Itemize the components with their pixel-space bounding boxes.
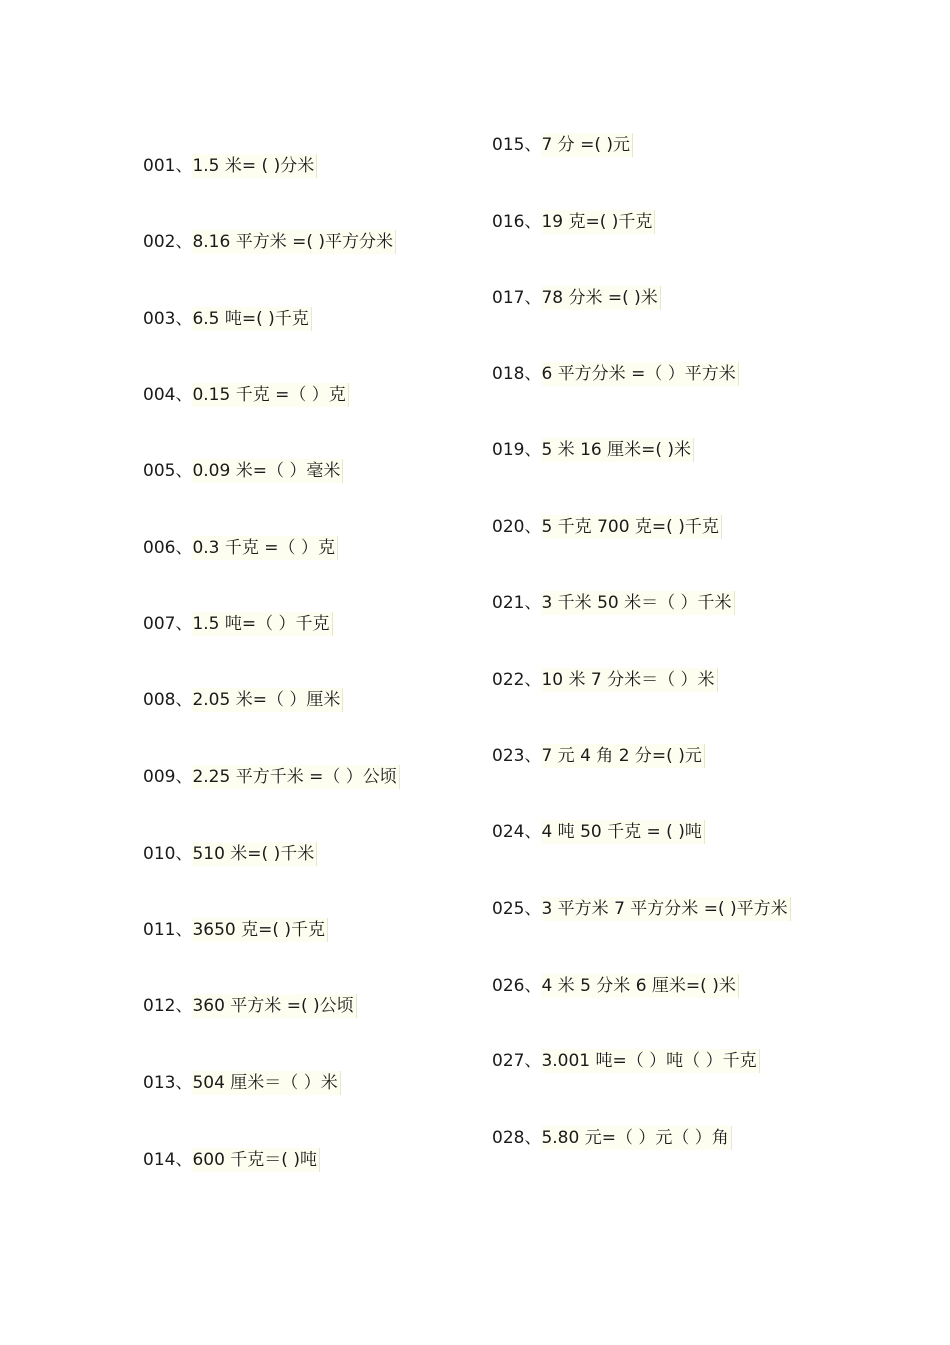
question-text: 3 千米 50 米＝（ ）千米 bbox=[541, 591, 734, 615]
question-025 bbox=[492, 897, 791, 921]
question-number: 008、 bbox=[143, 690, 193, 710]
question-text: 0.09 米=（ ）毫米 bbox=[192, 459, 343, 483]
question-number: 024、 bbox=[492, 822, 542, 842]
question-028 bbox=[492, 1126, 732, 1150]
question-text: 6 平方分米 =（ ）平方米 bbox=[541, 362, 738, 386]
question-number: 015、 bbox=[492, 135, 542, 155]
question-number: 006、 bbox=[143, 538, 193, 558]
question-text: 1.5 吨=（ ）千克 bbox=[192, 612, 332, 636]
question-text: 2.05 米=（ ）厘米 bbox=[192, 688, 343, 712]
question-number: 010、 bbox=[143, 844, 193, 864]
question-number: 016、 bbox=[492, 212, 542, 232]
question-number: 012、 bbox=[143, 996, 193, 1016]
question-010 bbox=[143, 842, 317, 866]
question-015 bbox=[492, 133, 633, 157]
question-020 bbox=[492, 515, 722, 539]
question-number: 020、 bbox=[492, 517, 542, 537]
question-number: 026、 bbox=[492, 976, 542, 996]
question-002 bbox=[143, 230, 396, 254]
question-016 bbox=[492, 210, 655, 234]
question-number: 002、 bbox=[143, 232, 193, 252]
question-text: 1.5 米= ( )分米 bbox=[192, 154, 317, 178]
question-009 bbox=[143, 765, 400, 789]
question-text: 8.16 平方米 =( )平方分米 bbox=[192, 230, 396, 254]
question-number: 025、 bbox=[492, 899, 542, 919]
question-022 bbox=[492, 668, 718, 692]
question-text: 0.3 千克 =（ ）克 bbox=[192, 536, 338, 560]
question-number: 021、 bbox=[492, 593, 542, 613]
question-text: 3.001 吨=（ ）吨（ ）千克 bbox=[541, 1049, 759, 1073]
question-number: 005、 bbox=[143, 461, 193, 481]
question-text: 19 克=( )千克 bbox=[541, 210, 655, 234]
question-013 bbox=[143, 1071, 341, 1095]
question-text: 7 元 4 角 2 分=( )元 bbox=[541, 744, 704, 768]
question-text: 3650 克=( )千克 bbox=[192, 918, 328, 942]
question-024 bbox=[492, 820, 705, 844]
question-014 bbox=[143, 1148, 320, 1172]
question-number: 007、 bbox=[143, 614, 193, 634]
question-023 bbox=[492, 744, 705, 768]
question-number: 009、 bbox=[143, 767, 193, 787]
question-text: 6.5 吨=( )千克 bbox=[192, 307, 311, 331]
question-text: 0.15 千克 =（ ）克 bbox=[192, 383, 348, 407]
question-number: 011、 bbox=[143, 920, 193, 940]
question-text: 78 分米 =( )米 bbox=[541, 286, 660, 310]
question-number: 014、 bbox=[143, 1150, 193, 1170]
question-005 bbox=[143, 459, 343, 483]
question-text: 360 平方米 =( )公顷 bbox=[192, 994, 356, 1018]
question-008 bbox=[143, 688, 343, 712]
question-text: 600 千克＝( )吨 bbox=[192, 1148, 320, 1172]
question-text: 510 米=( )千米 bbox=[192, 842, 317, 866]
question-text: 3 平方米 7 平方分米 =( )平方米 bbox=[541, 897, 790, 921]
question-number: 018、 bbox=[492, 364, 542, 384]
question-001 bbox=[143, 154, 317, 178]
question-text: 10 米 7 分米＝（ ）米 bbox=[541, 668, 717, 692]
question-number: 003、 bbox=[143, 309, 193, 329]
question-017 bbox=[492, 286, 661, 310]
question-number: 022、 bbox=[492, 670, 542, 690]
question-text: 4 吨 50 千克 = ( )吨 bbox=[541, 820, 704, 844]
question-011 bbox=[143, 918, 328, 942]
question-004 bbox=[143, 383, 349, 407]
question-number: 013、 bbox=[143, 1073, 193, 1093]
question-text: 5 米 16 厘米=( )米 bbox=[541, 438, 694, 462]
question-text: 5.80 元=（ ）元（ ）角 bbox=[541, 1126, 731, 1150]
question-021 bbox=[492, 591, 735, 615]
question-number: 028、 bbox=[492, 1128, 542, 1148]
question-number: 027、 bbox=[492, 1051, 542, 1071]
question-number: 023、 bbox=[492, 746, 542, 766]
question-number: 019、 bbox=[492, 440, 542, 460]
question-number: 004、 bbox=[143, 385, 193, 405]
question-text: 5 千克 700 克=( )千克 bbox=[541, 515, 721, 539]
question-text: 504 厘米＝（ ）米 bbox=[192, 1071, 340, 1095]
question-027 bbox=[492, 1049, 760, 1073]
question-number: 001、 bbox=[143, 156, 193, 176]
question-006 bbox=[143, 536, 338, 560]
question-number: 017、 bbox=[492, 288, 542, 308]
question-018 bbox=[492, 362, 739, 386]
question-026 bbox=[492, 974, 739, 998]
question-019 bbox=[492, 438, 694, 462]
question-003 bbox=[143, 307, 312, 331]
question-007 bbox=[143, 612, 333, 636]
question-012 bbox=[143, 994, 357, 1018]
question-text: 2.25 平方千米 =（ ）公顷 bbox=[192, 765, 399, 789]
question-text: 4 米 5 分米 6 厘米=( )米 bbox=[541, 974, 738, 998]
question-text: 7 分 =( )元 bbox=[541, 133, 633, 157]
